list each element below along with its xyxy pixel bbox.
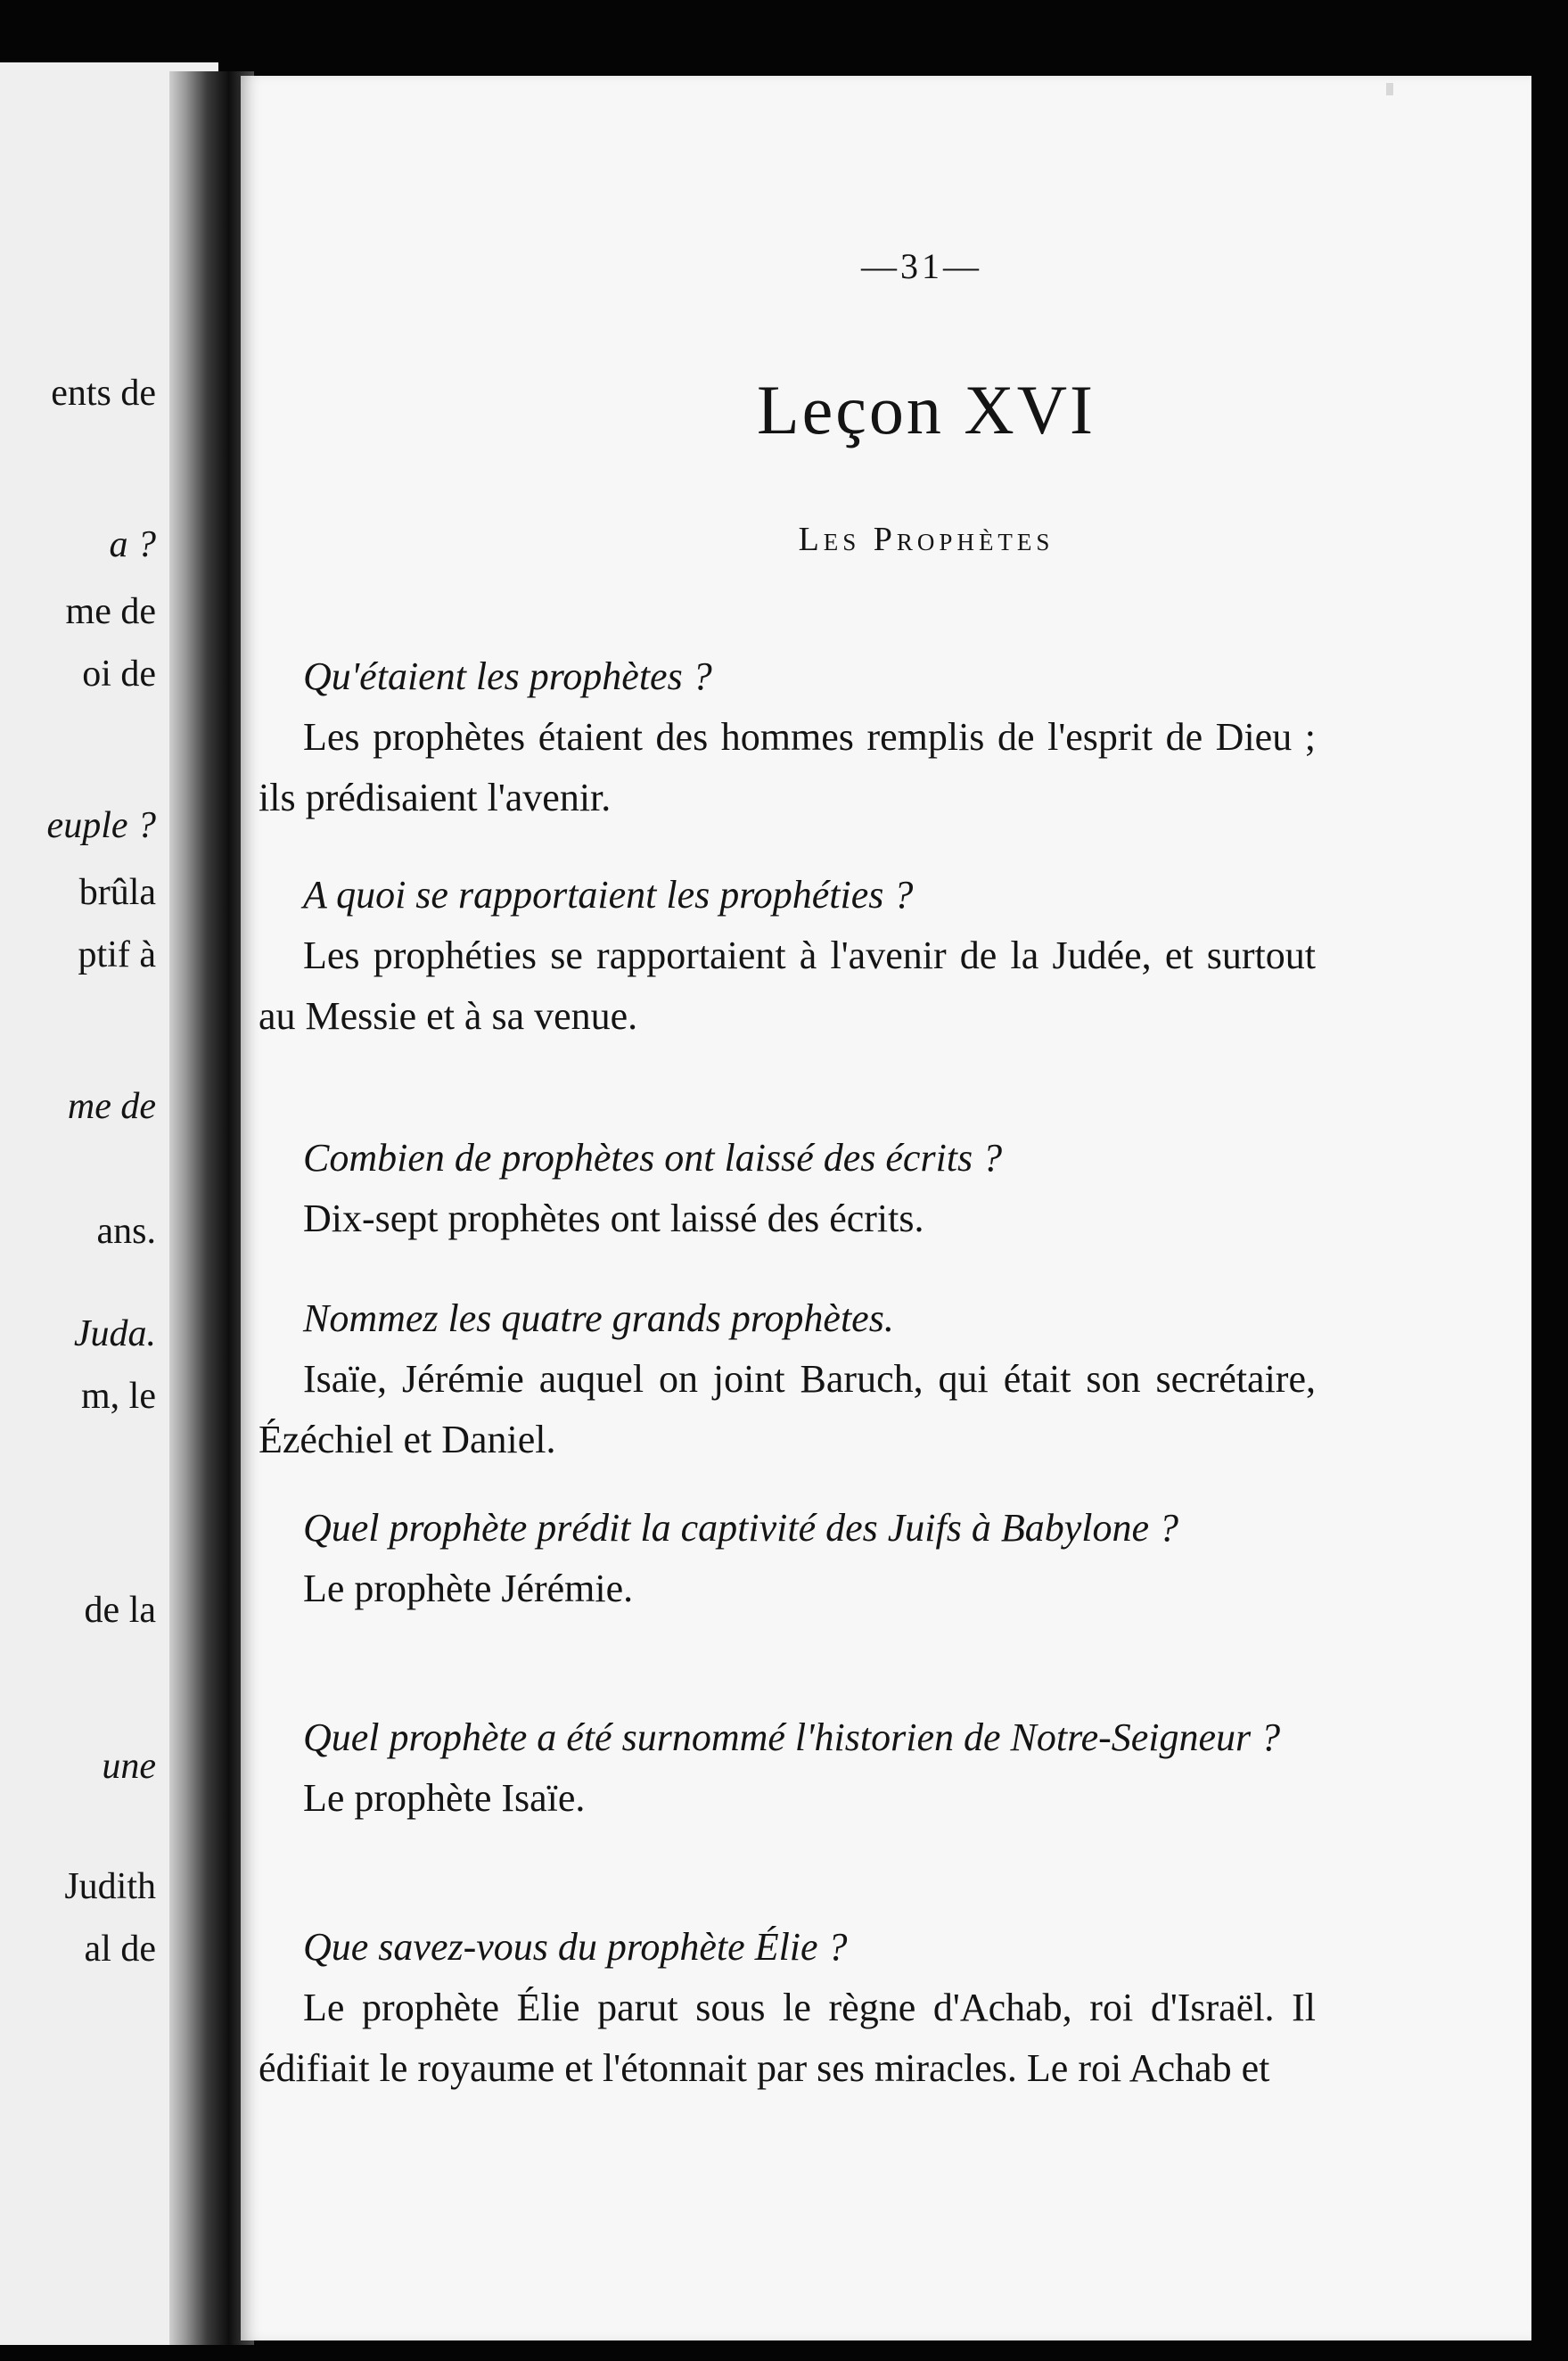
qa-block-7 (259, 1917, 1316, 2099)
question: Qu'étaient les prophètes ? (303, 654, 712, 698)
left-page-line: me de (65, 591, 156, 632)
answer: Le prophète Isaïe. (303, 1776, 586, 1820)
answer: Les prophètes étaient des hommes remplis de l'esprit de Dieu ; ils prédisaient l'avenir. (259, 715, 1316, 819)
left-page-line: m, le (81, 1376, 156, 1417)
qa-block-5 (259, 1498, 1316, 1619)
qa-block-3 (259, 1128, 1316, 1249)
answer: Le prophète Jérémie. (303, 1567, 634, 1610)
question: Que savez-vous du prophète Élie ? (303, 1925, 848, 1969)
left-page-line: me de (67, 1086, 156, 1127)
book-page (241, 76, 1531, 2340)
left-page-line: al de (84, 1929, 156, 1970)
question: Combien de prophètes ont laissé des écrits ? (303, 1136, 1003, 1180)
left-page-line: a ? (109, 524, 156, 565)
left-page-line: Juda. (73, 1313, 156, 1354)
qa-block-2 (259, 865, 1316, 1047)
qa-block-4 (259, 1288, 1316, 1470)
left-page-line: ptif à (78, 934, 156, 975)
question: Nommez les quatre grands prophètes. (303, 1296, 894, 1340)
left-page-line: ans. (96, 1211, 156, 1252)
left-page-line: une (102, 1746, 156, 1787)
left-page-line: ents de (51, 373, 156, 414)
left-page-line: Judith (64, 1866, 156, 1907)
qa-block-1 (259, 646, 1316, 828)
answer: Le prophète Élie parut sous le règne d'Achab, roi d'Israël. Il édifiait le royaume et l'étonnait par ses miracles. Le roi Achab et (259, 1986, 1316, 2090)
page-number: —31— (861, 246, 982, 286)
lesson-title: Leçon XVI (756, 371, 1096, 448)
left-page-line: de la (84, 1590, 156, 1631)
scan-mark (1386, 83, 1393, 95)
qa-block-6 (259, 1707, 1316, 1829)
answer: Les prophéties se rapportaient à l'avenir de la Judée, et surtout au Messie et à sa venue. (259, 934, 1316, 1038)
left-page-line: oi de (82, 654, 156, 695)
answer: Isaïe, Jérémie auquel on joint Baruch, qui était son secrétaire, Ézéchiel et Daniel. (259, 1357, 1316, 1461)
left-page-line: brûla (78, 872, 156, 913)
section-title: Les Prophètes (798, 521, 1055, 558)
answer: Dix-sept prophètes ont laissé des écrits. (303, 1197, 924, 1240)
question: A quoi se rapportaient les prophéties ? (303, 873, 914, 917)
question: Quel prophète prédit la captivité des Juifs à Babylone ? (303, 1506, 1179, 1550)
question: Quel prophète a été surnommé l'historien de Notre-Seigneur ? (303, 1715, 1281, 1759)
left-page-line: euple ? (46, 805, 156, 846)
